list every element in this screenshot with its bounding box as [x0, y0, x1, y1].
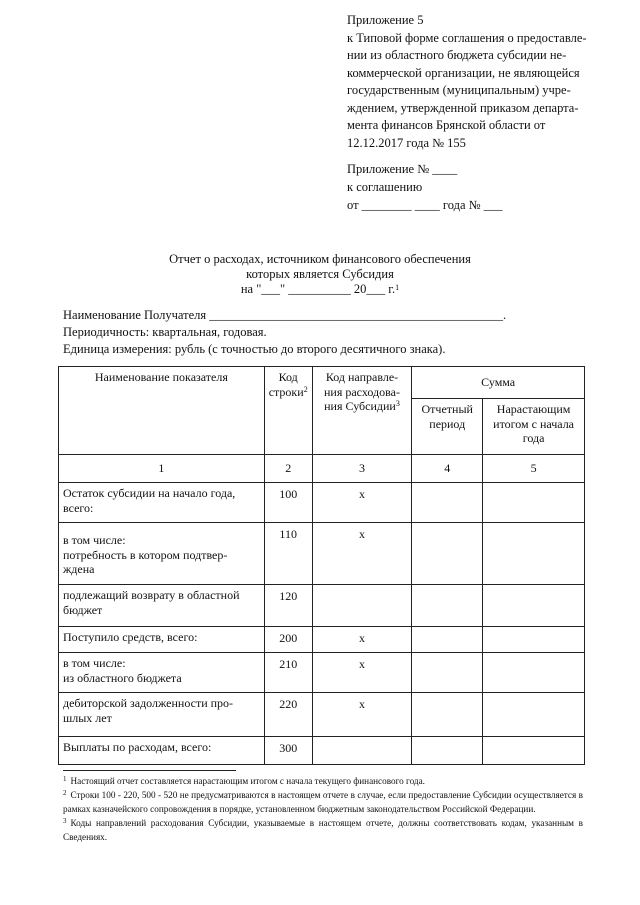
- header-reporting: Отчетный период: [412, 399, 483, 455]
- row-code: 100: [264, 483, 312, 523]
- row-code: 120: [264, 585, 312, 627]
- table-row: [59, 693, 585, 737]
- agreement-line: Приложение № ____: [347, 162, 458, 176]
- row-code: 210: [264, 653, 312, 693]
- row-reporting-value: [412, 737, 483, 765]
- row-reporting-value: [412, 585, 483, 627]
- col-number: 5: [483, 455, 585, 483]
- appendix-line: 12.12.2017 года № 155: [347, 135, 466, 150]
- row-cumulative-value: [483, 627, 585, 653]
- appendix-header: [347, 12, 609, 152]
- footnotes: [63, 775, 583, 844]
- agreement-line: к соглашению: [347, 180, 423, 194]
- row-code: 200: [264, 627, 312, 653]
- row-name: в том числе: потребность в котором подтвер- ждена: [59, 523, 265, 585]
- row-cumulative-value: [483, 483, 585, 523]
- footnote-number: 3: [63, 816, 67, 825]
- periodicity-line: Периодичность: квартальная, годовая.: [63, 325, 267, 339]
- header-name: Наименование показателя: [59, 367, 265, 455]
- table-row: [59, 653, 585, 693]
- row-cumulative-value: [483, 653, 585, 693]
- table-row: [59, 523, 585, 585]
- row-name: в том числе: из областного бюджета: [59, 653, 265, 693]
- appendix-line: нии из областного бюджета субсидии не-: [347, 48, 567, 62]
- header-code: Код строки$^2$: [264, 367, 312, 455]
- footnote-number: 1: [63, 775, 67, 783]
- row-cumulative-value: [483, 523, 585, 585]
- title-line-3: [150, 282, 490, 297]
- row-direction: [312, 585, 412, 627]
- appendix-line: Приложение 5: [347, 13, 424, 27]
- row-name: Выплаты по расходам, всего:: [59, 737, 265, 765]
- appendix-line: коммерческой организации, не являющейся: [347, 65, 580, 80]
- report-meta: [63, 307, 506, 358]
- appendix-line: мента финансов Брянской области от: [347, 118, 546, 132]
- row-direction: х: [312, 523, 412, 585]
- row-cumulative-value: [483, 737, 585, 765]
- footnote-text: Коды направлений расходования Субсидии, указываемые в настоящем отчете, должны соответствовать кодам, указанным в Сведениях.: [63, 817, 583, 842]
- footnote-text: Настоящий отчет составляется нарастающим итогом с начала текущего финансового года.: [70, 776, 425, 786]
- row-direction: х: [312, 627, 412, 653]
- row-cumulative-value: [483, 585, 585, 627]
- title-line-2: которых является Субсидия: [246, 267, 394, 281]
- table-row: [59, 483, 585, 523]
- footnote-divider: [63, 770, 236, 771]
- row-name: подлежащий возврату в областной бюджет: [59, 585, 265, 627]
- agreement-line: от ________ ____ года № ___: [347, 198, 503, 212]
- row-direction: х: [312, 483, 412, 523]
- recipient-line: Наименование Получателя _______________________________________________.: [63, 308, 507, 322]
- footnote-1: [63, 775, 583, 789]
- appendix-line: ждением, утвержденной приказом департа-: [347, 100, 579, 115]
- appendix-line: государственным (муниципальным) учре-: [347, 83, 571, 97]
- col-number: 2: [264, 455, 312, 483]
- footnote-3: [63, 817, 583, 844]
- title-date: на "___" __________ 20___ г.: [240, 282, 396, 296]
- row-code: 220: [264, 693, 312, 737]
- row-direction: х: [312, 653, 412, 693]
- agreement-appendix: [347, 160, 502, 214]
- report-table: [58, 366, 585, 765]
- header-row: [59, 367, 585, 399]
- footnote-number: 2: [63, 789, 67, 798]
- col-number: 4: [412, 455, 483, 483]
- row-name: Поступило средств, всего:: [59, 627, 265, 653]
- row-cumulative-value: [483, 693, 585, 737]
- header-direction: Код направле- ния расходова- ния Субсидии$^3$: [312, 367, 412, 455]
- row-reporting-value: [412, 483, 483, 523]
- row-direction: [312, 737, 412, 765]
- title-line-1: Отчет о расходах, источником финансового обеспечения: [169, 252, 471, 266]
- row-reporting-value: [412, 653, 483, 693]
- footnote-ref-1: 1: [395, 283, 400, 292]
- column-numbers-row: [59, 455, 585, 483]
- report-title: [150, 252, 490, 297]
- appendix-line: к Типовой форме соглашения о предоставле-: [347, 30, 587, 45]
- row-name: Остаток субсидии на начало года, всего:: [59, 483, 265, 523]
- footnote-text: Строки 100 - 220, 500 - 520 не предусматриваются в настоящем отчете в случае, если предоставление Субсидии осуществляется в рамках казначейского сопровождения в порядке, установленном бюджетным законодательством Российской Федерации.: [63, 790, 583, 815]
- footnote-2: [63, 789, 583, 816]
- table-row: [59, 627, 585, 653]
- row-reporting-value: [412, 523, 483, 585]
- row-code: 110: [264, 523, 312, 585]
- row-reporting-value: [412, 627, 483, 653]
- table-row: [59, 585, 585, 627]
- unit-line: Единица измерения: рубль (с точностью до второго десятичного знака).: [63, 342, 446, 356]
- row-reporting-value: [412, 693, 483, 737]
- col-number: 1: [59, 455, 265, 483]
- row-direction: х: [312, 693, 412, 737]
- row-code: 300: [264, 737, 312, 765]
- col-number: 3: [312, 455, 412, 483]
- header-sum: Сумма: [412, 367, 585, 399]
- header-cumulative: Нарастающим итогом с начала года: [483, 399, 585, 455]
- table-row: [59, 737, 585, 765]
- row-name: дебиторской задолженности про- шлых лет: [59, 693, 265, 737]
